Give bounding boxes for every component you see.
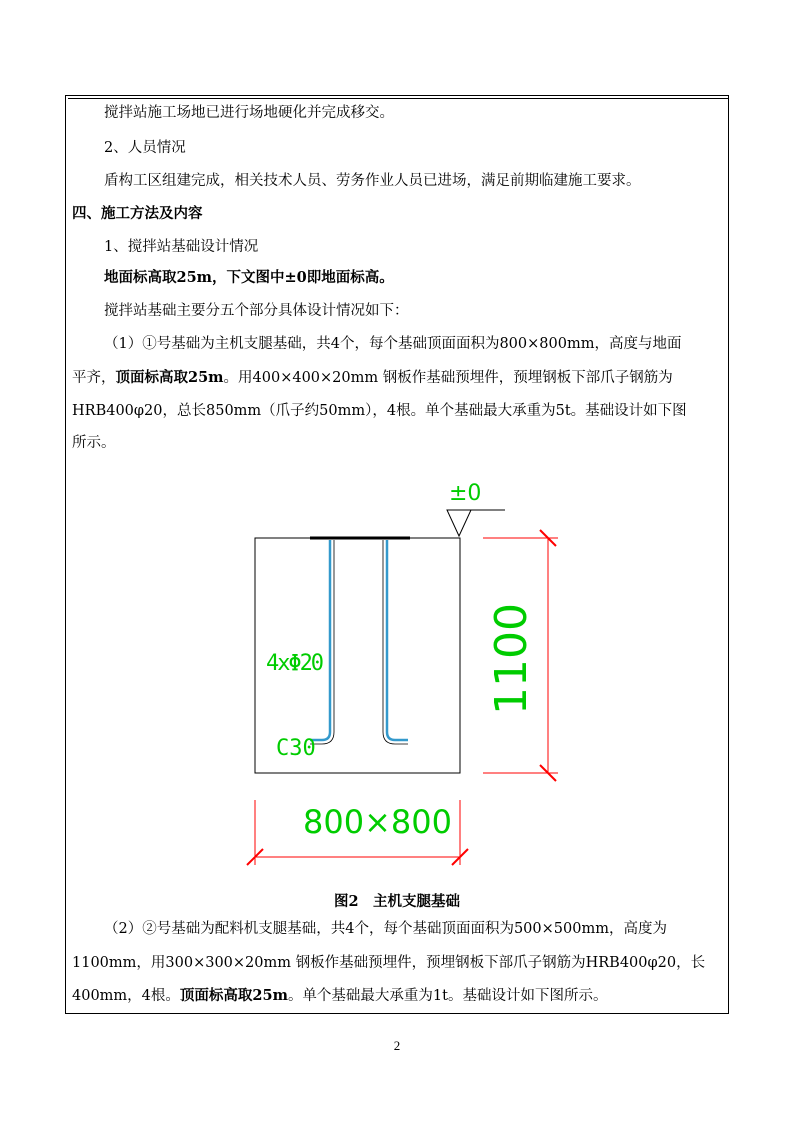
para2-line3-pre: 400mm，4根。 xyxy=(72,988,180,1004)
para-personnel: 盾构工区组建完成，相关技术人员、劳务作业人员已进场，满足前期临建施工要求。 xyxy=(104,173,641,189)
page-number: 2 xyxy=(393,1038,401,1053)
elevation-label: ±0 xyxy=(449,481,482,506)
width-dim-label: 800×800 xyxy=(303,803,452,841)
para1-line3: HRB400φ20，总长850mm（爪子约50mm），4根。单个基础最大承重为5t。基础设计如下图 xyxy=(72,403,687,419)
para-site-handover: 搅拌站施工场地已进行场地硬化并完成移交。 xyxy=(104,105,394,121)
para1-line2-pre: 平齐， xyxy=(72,370,116,386)
para-five-parts: 搅拌站基础主要分五个部分具体设计情况如下： xyxy=(104,303,409,319)
heading-foundation-design: 1、搅拌站基础设计情况 xyxy=(104,239,259,255)
para1-line2 xyxy=(72,368,722,388)
para1-line1: （1）①号基础为主机支腿基础，共4个，每个基础顶面面积为800×800mm，高度与地面 xyxy=(104,336,682,352)
concrete-grade-label: C30 xyxy=(276,736,316,761)
heading-personnel: 2、人员情况 xyxy=(104,140,186,156)
height-dim-label: 1100 xyxy=(486,603,537,715)
rebar-left xyxy=(310,540,334,744)
para1-line4: 所示。 xyxy=(72,435,116,451)
para2-line1: （2）②号基础为配料机支腿基础，共4个，每个基础顶面面积为500×500mm，高度为 xyxy=(104,921,667,937)
para2-line3 xyxy=(72,986,722,1006)
elevation-triangle xyxy=(447,510,471,536)
foundation-drawing xyxy=(230,470,570,880)
para2-line3-bold: 顶面标高取25m xyxy=(179,987,288,1004)
section-heading-methods: 四、施工方法及内容 xyxy=(72,205,203,222)
rebar-spec-label: 4xΦ20 xyxy=(266,651,324,676)
figure-caption: 图2 主机支腿基础 xyxy=(333,893,461,910)
para2-line3-post: 。单个基础最大承重为1t。基础设计如下图所示。 xyxy=(287,988,608,1004)
para1-line2-post: 。用400×400×20mm 钢板作基础预埋件，预埋钢板下部爪子钢筋为 xyxy=(223,370,673,386)
para-ground-elevation: 地面标高取25m，下文图中±0即地面标高。 xyxy=(104,269,394,286)
para1-line2-bold: 顶面标高取25m xyxy=(115,369,224,386)
rebar-right xyxy=(383,540,408,744)
para2-line2: 1100mm，用300×300×20mm 钢板作基础预埋件，预埋钢板下部爪子钢筋为HRB400φ20，长 xyxy=(72,955,706,971)
